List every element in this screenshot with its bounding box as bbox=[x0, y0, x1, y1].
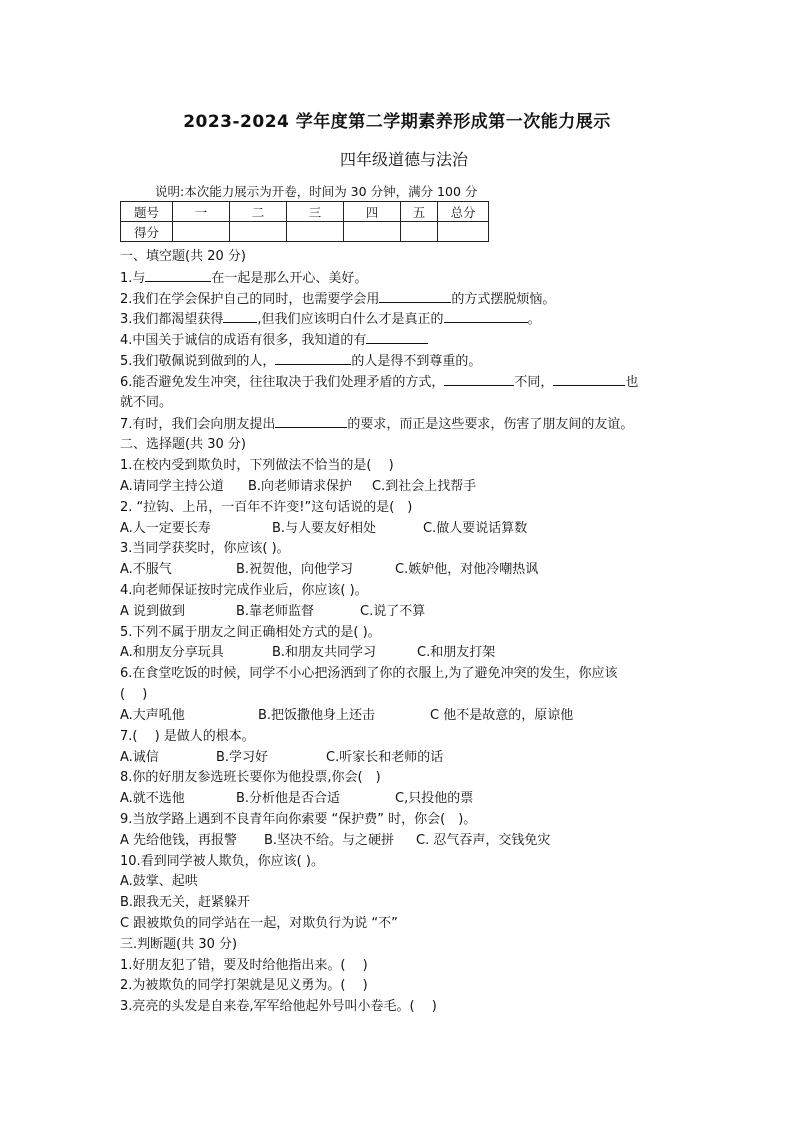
option-a[interactable]: A.鼓掌、起哄 bbox=[120, 874, 198, 889]
section1-heading: 一、填空题(共 20 分) bbox=[120, 249, 246, 264]
question-text: 。 bbox=[527, 312, 541, 327]
answer-blank[interactable] bbox=[444, 310, 528, 323]
fill-question-3 bbox=[120, 308, 541, 327]
score-cell bbox=[401, 222, 438, 242]
option-c[interactable]: C.嫉妒他，对他冷嘲热讽 bbox=[395, 562, 539, 577]
answer-blank[interactable] bbox=[379, 290, 451, 303]
section2-heading: 二、选择题(共 30 分) bbox=[120, 437, 246, 452]
question-text: 不同， bbox=[514, 375, 554, 390]
choice-question-10: 10.看到同学被人欺负，你应该( )。 bbox=[120, 854, 324, 869]
option-b[interactable]: B.坚决不给。与之硬拼 bbox=[264, 833, 395, 848]
question-text: ,但我们应该明白什么才是真正的 bbox=[257, 312, 444, 327]
score-cell bbox=[173, 222, 230, 242]
option-a[interactable]: A.和朋友分享玩具 bbox=[120, 645, 224, 660]
question-text: 的人是得不到尊重的。 bbox=[351, 354, 482, 369]
option-b[interactable]: B.靠老师监督 bbox=[236, 604, 315, 619]
option-a[interactable]: A.就不选他 bbox=[120, 791, 185, 806]
option-a[interactable]: A 先给他钱，再报警 bbox=[120, 833, 238, 848]
score-header-cell: 总分 bbox=[438, 202, 489, 222]
section3-heading: 三.判断题(共 30 分) bbox=[120, 937, 238, 952]
choice-question-3: 3.当同学获奖时，你应该( )。 bbox=[120, 541, 290, 556]
option-b[interactable]: B.祝贺他，向他学习 bbox=[236, 562, 354, 577]
option-c[interactable]: C.做人要说话算数 bbox=[423, 521, 528, 536]
score-cell bbox=[230, 222, 287, 242]
option-c[interactable]: C,只投他的票 bbox=[395, 791, 474, 806]
answer-blank[interactable] bbox=[553, 373, 625, 386]
question-text: 1.与 bbox=[120, 271, 146, 286]
score-cell bbox=[344, 222, 401, 242]
question-text: 的要求，而正是这些要求，伤害了朋友间的友谊。 bbox=[347, 417, 634, 432]
choice-question-2: 2. “拉钩、上吊，一百年不许变!”这句话说的是( ) bbox=[120, 500, 413, 515]
fill-question-4 bbox=[120, 329, 428, 348]
question-text: 7.有时，我们会向朋友提出 bbox=[120, 417, 276, 432]
option-a[interactable]: A.请同学主持公道 bbox=[120, 479, 224, 494]
option-b[interactable]: B.学习好 bbox=[216, 750, 269, 765]
fill-question-7 bbox=[120, 413, 633, 432]
answer-blank[interactable] bbox=[145, 269, 211, 282]
score-header-cell: 三 bbox=[287, 202, 344, 222]
option-c[interactable]: C.到社会上找帮手 bbox=[372, 479, 477, 494]
score-table bbox=[120, 201, 489, 242]
score-table-header-row bbox=[121, 202, 489, 222]
fill-question-6 bbox=[120, 371, 638, 390]
choice-question-6: 6.在食堂吃饭的时候，同学不小心把汤洒到了你的衣服上,为了避免冲突的发生，你应该 bbox=[120, 666, 618, 681]
score-cell bbox=[287, 222, 344, 242]
choice-question-7: 7.( ) 是做人的根本。 bbox=[120, 729, 255, 744]
answer-blank[interactable] bbox=[275, 352, 351, 365]
score-header-cell: 二 bbox=[230, 202, 287, 222]
option-b[interactable]: B.把饭撒他身上还击 bbox=[258, 708, 376, 723]
answer-blank[interactable] bbox=[444, 373, 514, 386]
score-header-cell: 五 bbox=[401, 202, 438, 222]
choice-question-9: 9.当放学路上遇到不良青年向你索要 “保护费” 时，你会( )。 bbox=[120, 812, 477, 827]
choice-question-8: 8.你的好朋友参选班长要你为他投票,你会( ) bbox=[120, 770, 381, 785]
option-b[interactable]: B.向老师请求保护 bbox=[248, 479, 353, 494]
answer-blank[interactable] bbox=[366, 331, 428, 344]
question-text: 也 bbox=[625, 375, 639, 390]
judge-question-2: 2.为被欺负的同学打架就是见义勇为。( ) bbox=[120, 978, 368, 993]
option-b[interactable]: B.跟我无关，赶紧躲开 bbox=[120, 895, 251, 910]
judge-question-3: 3.亮亮的头发是自来卷,军军给他起外号叫小卷毛。( ) bbox=[120, 999, 437, 1014]
option-b[interactable]: B.与人要友好相处 bbox=[272, 521, 377, 536]
option-a[interactable]: A 说到做到 bbox=[120, 604, 186, 619]
option-c[interactable]: C.听家长和老师的话 bbox=[326, 750, 444, 765]
option-b[interactable]: B.和朋友共同学习 bbox=[272, 645, 377, 660]
option-a[interactable]: A.诚信 bbox=[120, 750, 159, 765]
fill-question-5 bbox=[120, 350, 481, 369]
exam-title: 2023-2024 学年度第二学期素养形成第一次能力展示 bbox=[183, 112, 611, 132]
option-a[interactable]: A.不服气 bbox=[120, 562, 172, 577]
answer-parentheses: ( ) bbox=[120, 687, 148, 702]
exam-instructions: 说明:本次能力展示为开卷，时间为 30 分钟，满分 100 分 bbox=[155, 184, 478, 199]
answer-blank[interactable] bbox=[275, 415, 347, 428]
question-text: 2.我们在学会保护自己的同时，也需要学会用 bbox=[120, 292, 380, 307]
question-text: 的方式摆脱烦恼。 bbox=[451, 292, 556, 307]
fill-question-2 bbox=[120, 288, 555, 307]
option-b[interactable]: B.分析他是否合适 bbox=[236, 791, 341, 806]
question-text: 在一起是那么开心、美好。 bbox=[211, 271, 368, 286]
question-text: 5.我们敬佩说到做到的人， bbox=[120, 354, 276, 369]
option-a[interactable]: A.人一定要长寿 bbox=[120, 521, 211, 536]
score-row-label: 得分 bbox=[121, 222, 173, 242]
score-header-cell: 一 bbox=[173, 202, 230, 222]
score-header-cell: 四 bbox=[344, 202, 401, 222]
choice-question-4: 4.向老师保证按时完成作业后，你应该( )。 bbox=[120, 583, 368, 598]
option-c[interactable]: C 他不是故意的，原谅他 bbox=[430, 708, 574, 723]
judge-question-1: 1.好朋友犯了错，要及时给他指出来。( ) bbox=[120, 958, 368, 973]
question-text: 4.中国关于诚信的成语有很多，我知道的有 bbox=[120, 333, 367, 348]
option-c[interactable]: C. 忍气吞声，交钱免灾 bbox=[416, 833, 551, 848]
fill-question-6-continued: 就不同。 bbox=[120, 395, 173, 410]
score-header-cell: 题号 bbox=[121, 202, 173, 222]
question-text: 3.我们都渴望获得 bbox=[120, 312, 224, 327]
score-cell bbox=[438, 222, 489, 242]
fill-question-1 bbox=[120, 267, 367, 286]
option-c[interactable]: C 跟被欺负的同学站在一起，对欺负行为说 “不” bbox=[120, 916, 398, 931]
option-a[interactable]: A.大声吼他 bbox=[120, 708, 185, 723]
exam-subtitle: 四年级道德与法治 bbox=[339, 150, 468, 169]
choice-question-5: 5.下列不属于朋友之间正确相处方式的是( )。 bbox=[120, 625, 381, 640]
answer-blank[interactable] bbox=[223, 310, 257, 323]
option-c[interactable]: C.和朋友打架 bbox=[417, 645, 496, 660]
choice-question-1: 1.在校内受到欺负时，下列做法不恰当的是( ) bbox=[120, 458, 394, 473]
option-c[interactable]: C.说了不算 bbox=[360, 604, 426, 619]
question-text: 6.能否避免发生冲突，往往取决于我们处理矛盾的方式， bbox=[120, 375, 445, 390]
score-table-score-row bbox=[121, 222, 489, 242]
